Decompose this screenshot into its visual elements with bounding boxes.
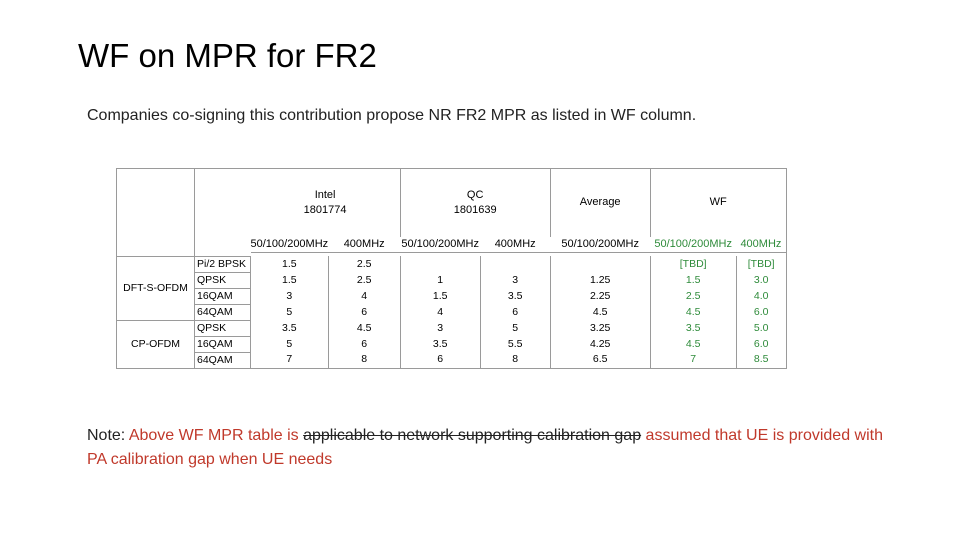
waveform-dft: DFT-S-OFDM	[117, 256, 195, 320]
table-row	[117, 352, 787, 368]
value-cell: 5	[251, 304, 329, 320]
wf-name: WF	[709, 196, 727, 209]
value-cell: 3	[400, 320, 480, 336]
intel-name: Intel	[314, 188, 336, 201]
value-cell: 1.5	[251, 272, 329, 288]
value-cell: 4	[328, 288, 400, 304]
value-cell: 3.25	[550, 320, 650, 336]
mod-cell: 64QAM	[195, 304, 251, 320]
value-cell: 3	[480, 272, 550, 288]
qc-doc: 1801639	[453, 203, 497, 216]
value-cell: 5	[251, 336, 329, 352]
qc-name: QC	[466, 188, 484, 201]
value-cell: 4.5	[328, 320, 400, 336]
value-cell: 3.5	[400, 336, 480, 352]
value-cell: 6	[400, 352, 480, 368]
wf-value-cell: 3.5	[650, 320, 736, 336]
mod-cell: QPSK	[195, 320, 251, 336]
corner-cell	[195, 237, 251, 253]
value-cell	[480, 256, 550, 272]
subheader-intel-a: 50/100/200MHz	[250, 237, 329, 250]
wf-value-cell: 6.0	[736, 336, 786, 352]
note-red-2: assumed that UE is provided with PA calibration gap when UE needs	[87, 427, 883, 468]
wf-value-cell: 5.0	[736, 320, 786, 336]
intro-text: Companies co-signing this contribution propose NR FR2 MPR as listed in WF column.	[87, 107, 697, 124]
value-cell: 3.5	[251, 320, 329, 336]
value-cell: 6	[328, 304, 400, 320]
value-cell: 6.5	[550, 352, 650, 368]
mod-cell: 64QAM	[195, 352, 251, 368]
table-row	[117, 288, 787, 304]
value-cell: 1	[400, 272, 480, 288]
wf-value-cell: [TBD]	[736, 256, 786, 272]
value-cell: 1.5	[251, 256, 329, 272]
group-header-intel	[251, 169, 401, 237]
wf-value-cell: 3.0	[736, 272, 786, 288]
wf-value-cell: 7	[650, 352, 736, 368]
value-cell: 6	[480, 304, 550, 320]
group-header-average	[550, 169, 650, 237]
mod-cell: QPSK	[195, 272, 251, 288]
subheader-avg-a: 50/100/200MHz	[561, 237, 639, 250]
value-cell: 8	[328, 352, 400, 368]
subheader-intel-b: 400MHz	[343, 237, 385, 250]
value-cell: 3	[251, 288, 329, 304]
value-cell	[550, 256, 650, 272]
note-red-1: Above WF MPR table is	[128, 427, 304, 444]
mod-cell: 16QAM	[195, 336, 251, 352]
value-cell: 4.25	[550, 336, 650, 352]
wf-value-cell: 4.5	[650, 304, 736, 320]
value-cell: 1.5	[400, 288, 480, 304]
value-cell: 8	[480, 352, 550, 368]
table-row	[117, 272, 787, 288]
group-header-qc	[400, 169, 550, 237]
wf-value-cell: 2.5	[650, 288, 736, 304]
average-name: Average	[579, 196, 621, 209]
subheader-qc-a: 50/100/200MHz	[401, 237, 479, 250]
waveform-cp: CP-OFDM	[117, 320, 195, 368]
subheader-wf-b: 400MHz	[736, 237, 786, 253]
corner-cell	[195, 169, 251, 237]
value-cell: 3.5	[480, 288, 550, 304]
subheader-qc-b: 400MHz	[494, 237, 536, 250]
corner-cell	[117, 169, 195, 237]
mod-cell: Pi/2 BPSK	[195, 256, 251, 272]
wf-value-cell: 1.5	[650, 272, 736, 288]
value-cell: 1.25	[550, 272, 650, 288]
corner-cell	[117, 237, 195, 253]
value-cell: 4.5	[550, 304, 650, 320]
value-cell: 2.5	[328, 272, 400, 288]
value-cell: 6	[328, 336, 400, 352]
group-header-wf	[650, 169, 786, 237]
value-cell: 5.5	[480, 336, 550, 352]
note-struck: applicable to network supporting calibration gap	[303, 427, 642, 444]
intel-doc: 1801774	[303, 203, 347, 216]
mod-cell: 16QAM	[195, 288, 251, 304]
wf-value-cell: 4.0	[736, 288, 786, 304]
table-row	[117, 304, 787, 320]
value-cell: 4	[400, 304, 480, 320]
wf-value-cell: 8.5	[736, 352, 786, 368]
note-text	[87, 424, 887, 472]
table-row	[117, 320, 787, 336]
table-row	[117, 336, 787, 352]
value-cell: 7	[251, 352, 329, 368]
value-cell: 2.5	[328, 256, 400, 272]
wf-value-cell: 6.0	[736, 304, 786, 320]
subheader-wf-a: 50/100/200MHz	[654, 237, 732, 250]
value-cell: 2.25	[550, 288, 650, 304]
wf-value-cell: [TBD]	[650, 256, 736, 272]
wf-value-cell: 4.5	[650, 336, 736, 352]
mpr-table	[116, 168, 787, 369]
slide-title: WF on MPR for FR2	[78, 37, 377, 74]
note-prefix: Note:	[87, 427, 129, 444]
table-row	[117, 256, 787, 272]
value-cell	[400, 256, 480, 272]
value-cell: 5	[480, 320, 550, 336]
